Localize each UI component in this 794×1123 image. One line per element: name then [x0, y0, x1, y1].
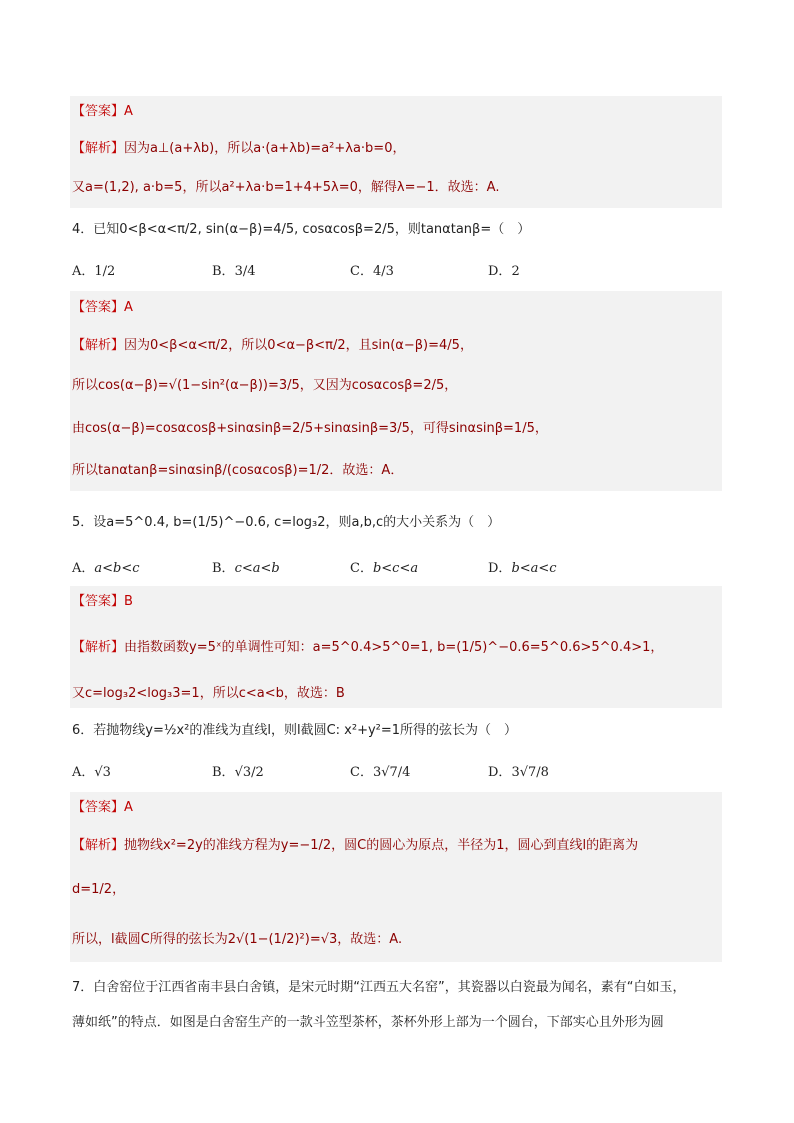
analysis-text: 又c=log₃2<log₃3=1，所以c<a<b，故选：B: [72, 686, 345, 701]
option-value: 1/2: [94, 264, 116, 279]
option-label: C．: [350, 264, 373, 279]
q6-stem: [72, 723, 517, 739]
answer-value: A: [124, 300, 133, 315]
q5-analysis-line1: [72, 640, 663, 656]
analysis-text: 所以cos(α−β)=√(1−sin²(α−β))=3/5，又因为cosαcosβ=2/5，: [72, 378, 458, 393]
q4-analysis-line4: [72, 463, 403, 479]
option-value: 4/3: [372, 264, 394, 279]
question-stem: 7．白舍窑位于江西省南丰县白舍镇，是宋元时期“江西五大名窑”，其瓷器以白瓷最为闻名，素有“白如玉，: [72, 980, 686, 995]
option-label: D．: [488, 561, 512, 576]
option-value: 2: [511, 264, 520, 279]
q3-analysis-line1: [72, 141, 405, 157]
q7-stem-line2: [72, 1015, 664, 1031]
option-label: C．: [350, 765, 373, 780]
option-value: b<a<c: [511, 561, 557, 576]
option-label: A．: [72, 765, 95, 780]
option-value: a<b<c: [94, 561, 140, 576]
option-value: b<c<a: [372, 561, 419, 576]
answer-value: B: [124, 594, 133, 609]
q6-answer: [72, 800, 133, 816]
q5-option-a: [72, 561, 140, 577]
q4-answer: [72, 300, 133, 316]
analysis-text: 由cos(α−β)=cosαcosβ+sinαsinβ=2/5+sinαsinβ=3/5，可得sinαsinβ=1/5，: [72, 421, 548, 436]
q5-option-b: [212, 561, 280, 577]
analysis-tag: 【解析】: [72, 338, 125, 353]
q6-option-d: [488, 765, 549, 781]
option-label: C．: [350, 561, 373, 576]
option-label: B．: [212, 561, 235, 576]
question-stem: 薄如纸”的特点．如图是白舍窑生产的一款斗笠型茶杯，茶杯外形上部为一个圆台，下部实心且外形为圆: [72, 1015, 664, 1030]
option-value: √3: [94, 765, 111, 780]
analysis-tag: 【解析】: [72, 141, 125, 156]
analysis-text: 所以，l截圆C所得的弦长为2√(1−(1/2)²)=√3，故选：A.: [72, 932, 403, 947]
analysis-tag: 【解析】: [72, 838, 125, 853]
question-stem: 4．已知0<β<α<π/2, sin(α−β)=4/5, cosαcosβ=2/5，则tanαtanβ=（ ）: [72, 222, 531, 237]
option-label: A．: [72, 561, 95, 576]
q5-answer: [72, 594, 133, 610]
q5-analysis-line2: [72, 686, 345, 702]
q4-analysis-line2: [72, 378, 457, 394]
option-label: B．: [212, 264, 235, 279]
q5-option-d: [488, 561, 557, 577]
option-value: 3/4: [234, 264, 256, 279]
answer-tag: 【答案】: [72, 300, 125, 315]
q5-stem: [72, 515, 500, 531]
answer-value: A: [124, 104, 133, 119]
option-label: D．: [488, 264, 512, 279]
option-value: 3√7/8: [511, 765, 549, 780]
q3-analysis-line2: [72, 180, 499, 196]
answer-tag: 【答案】: [72, 594, 125, 609]
analysis-text: 由指数函数y=5ˣ的单调性可知：a=5^0.4>5^0=1, b=(1/5)^−0.6=5^0.6>5^0.4>1，: [124, 640, 664, 655]
q7-stem-line1: [72, 980, 685, 996]
q4-option-a: [72, 264, 115, 280]
q4-option-b: [212, 264, 255, 280]
q6-analysis-line1: [72, 838, 638, 854]
analysis-text: d=1/2，: [72, 882, 126, 897]
analysis-text: 因为a⊥(a+λb)，所以a·(a+λb)=a²+λa·b=0，: [124, 141, 406, 156]
answer-tag: 【答案】: [72, 104, 125, 119]
question-stem: 6．若抛物线y=½x²的准线为直线l，则l截圆C: x²+y²=1所得的弦长为（ ）: [72, 723, 518, 738]
q5-option-c: [350, 561, 418, 577]
answer-value: A: [124, 800, 133, 815]
analysis-text: 因为0<β<α<π/2，所以0<α−β<π/2，且sin(α−β)=4/5，: [124, 338, 473, 353]
q6-analysis-line2: [72, 882, 125, 898]
q4-analysis-line1: [72, 338, 473, 354]
q6-analysis-line3: [72, 932, 402, 948]
q6-option-b: [212, 765, 264, 781]
analysis-text: 抛物线x²=2y的准线方程为y=−1/2，圆C的圆心为原点，半径为1，圆心到直线l的距离为: [124, 838, 639, 853]
answer-tag: 【答案】: [72, 800, 125, 815]
option-label: D．: [488, 765, 512, 780]
option-value: √3/2: [234, 765, 264, 780]
analysis-tag: 【解析】: [72, 640, 125, 655]
analysis-text: 所以tanαtanβ=sinαsinβ/(cosαcosβ)=1/2．故选：A．: [72, 463, 404, 478]
q3-answer: [72, 104, 133, 120]
option-value: c<a<b: [234, 561, 280, 576]
q6-option-a: [72, 765, 111, 781]
question-stem: 5．设a=5^0.4, b=(1/5)^−0.6, c=log₃2，则a,b,c的大小关系为（ ）: [72, 515, 501, 530]
q6-option-c: [350, 765, 410, 781]
q4-analysis-line3: [72, 421, 548, 437]
option-label: A．: [72, 264, 95, 279]
q4-option-c: [350, 264, 394, 280]
q4-option-d: [488, 264, 520, 280]
option-value: 3√7/4: [372, 765, 411, 780]
option-label: B．: [212, 765, 235, 780]
q4-stem: [72, 222, 530, 238]
analysis-text: 又a=(1,2), a·b=5，所以a²+λa·b=1+4+5λ=0，解得λ=−1．故选：A.: [72, 180, 500, 195]
